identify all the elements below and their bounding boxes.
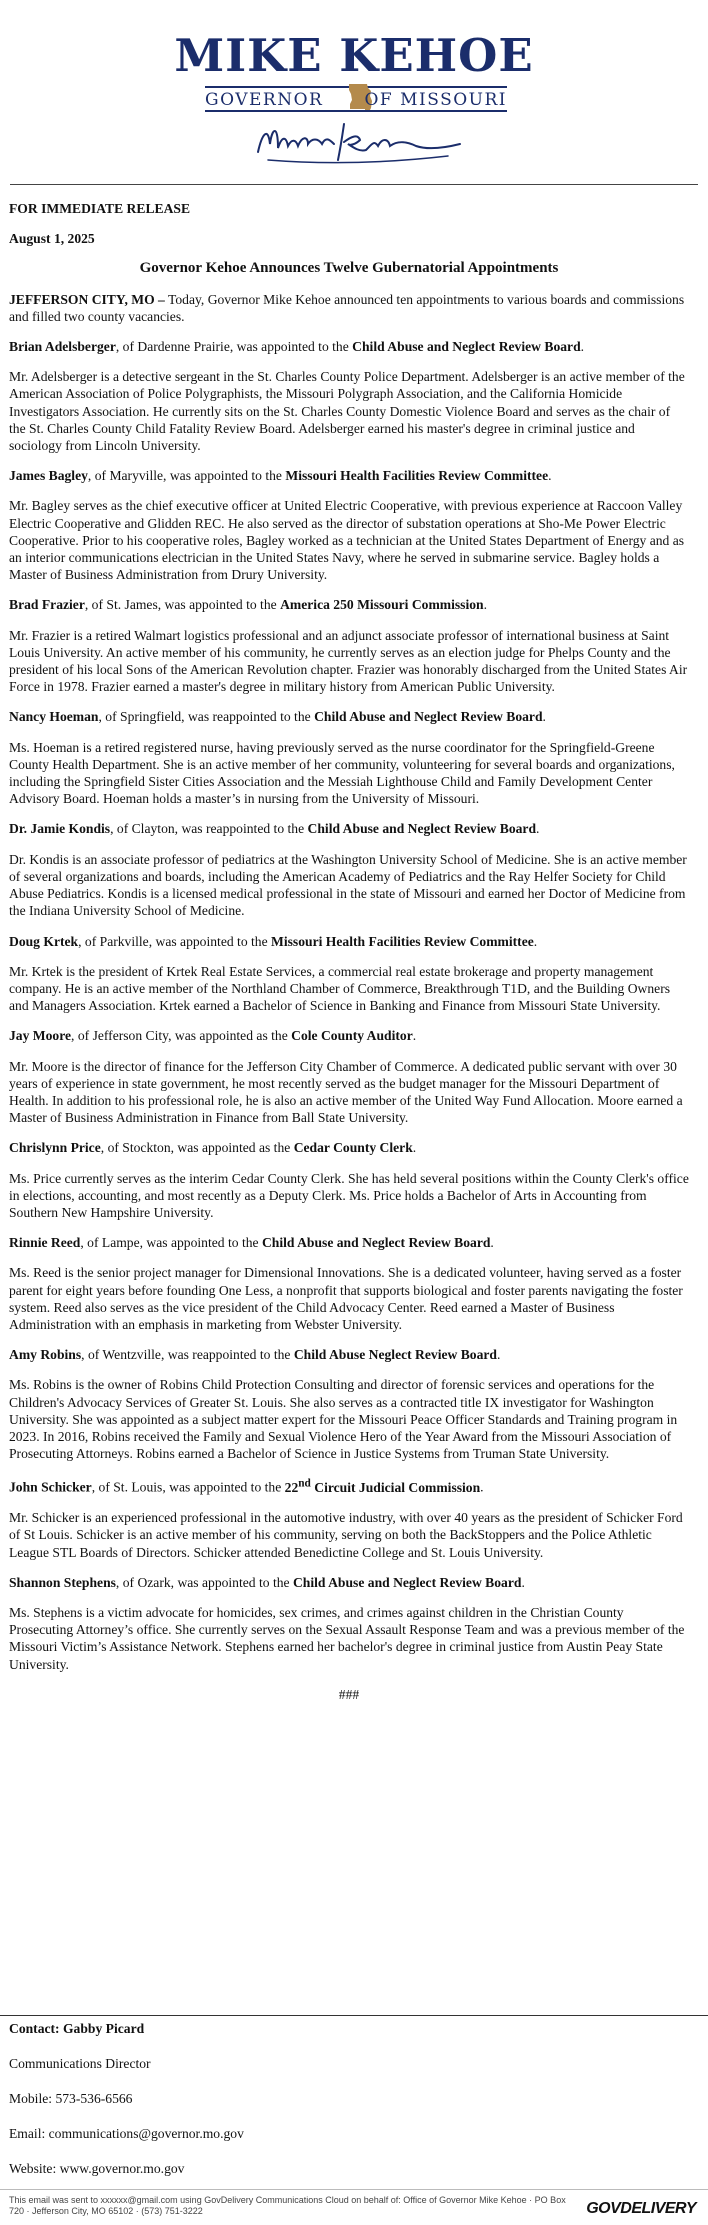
appointment-line (9, 338, 689, 355)
logo-sub-right: OF MISSOURI (364, 90, 507, 110)
govdelivery-logo[interactable]: GOVDELIVERY (586, 2200, 696, 2217)
appointment-text: , of Maryville, was appointed to the (87, 468, 286, 484)
appointment-end: . (480, 1479, 484, 1495)
contact-mobile: Mobile: 573-536-6566 (9, 2091, 133, 2106)
appointee-name: John Schicker (9, 1479, 92, 1495)
appointment-line (9, 1346, 689, 1363)
appointee-bio: Ms. Stephens is a victim advocate for homicides, sex crimes, and crimes against children in the Christian County Prosecuting Attorney’s office. She currently serves on the Sexual Assault Response Team and was a previous member of the Missouri Victim’s Assistance Network. Stephens earned her bachelor's degree in criminal justice from Austin Peay State University. (9, 1604, 685, 1672)
appointee-name: Brad Frazier (9, 597, 85, 613)
appointment-text: , of St. James, was appointed to the (84, 597, 281, 613)
board-ordinal: nd (298, 1477, 311, 1490)
appointment-text: , of Ozark, was appointed to the (115, 1574, 293, 1590)
appointee-bio: Mr. Adelsberger is a detective sergeant in the St. Charles County Police Department. Adelsberger is an active member of the American Association of Police Polygraphists, the Missouri Polygraph Association, and the California Homicide Investigators Association. He currently sits on the St. Charles County Domestic Violence Board and serves as the chair of the St. Charles County Child Fatality Review Board. Adelsberger earned his master's degree in criminal justice and sociology from Lincoln University. (9, 369, 685, 454)
appointment-text: , of Stockton, was appointed as the (100, 1140, 294, 1156)
board-name: Child Abuse and Neglect Review Board (261, 1235, 491, 1251)
appointment-text: , of Jefferson City, was appointed as the (71, 1028, 292, 1044)
appointee-bio: Mr. Moore is the director of finance for the Jefferson City Chamber of Commerce. A dedicated public servant with over 30 years of experience in state government, he most recently served as the budget manager for the Missouri Department of Health. In addition to his professional role, he is also an active member of the United Way Fund Allocation. Moore earned a Master of Business Administration in Finance from Ball State University. (9, 1058, 683, 1126)
end-marker: ### (338, 1686, 360, 1702)
board-name: Child Abuse Neglect Review Board (293, 1347, 497, 1363)
appointee-bio: Mr. Krtek is the president of Krtek Real Estate Services, a commercial real estate brokerage and property management company. He is an active member of the Northland Chamber of Commerce, Breakthrough T1D, and the Building Owners and Managers Association. Krtek earned a Bachelor of Science in Banking and Finance from Missouri State University. (9, 963, 671, 1014)
appointment-end: . (490, 1235, 494, 1251)
board-name: Cedar County Clerk (293, 1140, 413, 1156)
appointee-name: Chrislynn Price (9, 1140, 101, 1156)
appointment-line (9, 708, 689, 725)
signature-icon (248, 114, 468, 170)
press-release (9, 200, 689, 1716)
appointee-bio: Ms. Price currently serves as the interim Cedar County Clerk. She has held several positions within the County Clerk's office in elections, accounting, and most recently as a Deputy Clerk. Ms. Price holds a Bachelor of Arts in Accounting from Southern New Hampshire University. (9, 1170, 689, 1220)
board-number: 22 (284, 1479, 299, 1495)
appointment-line (9, 820, 689, 837)
board-name: Missouri Health Facilities Review Committee (271, 933, 534, 949)
contact-name: Contact: Gabby Picard (9, 2021, 145, 2036)
appointee-bio: Ms. Reed is the senior project manager for Dimensional Innovations. She is a dedicated volunteer, having served as a foster parent for eight years before founding One Less, a nonprofit that supports biological and foster parents navigating the foster system. Reed also serves as the vice president of the Child Advocacy Center. Reed earned a Master of Business Administration with an emphasis in marketing from Webster University. (9, 1265, 683, 1332)
appointee-bio: Ms. Hoeman is a retired registered nurse, having previously served as the nurse coordinator for the Springfield-Greene County Health Department. She is an active member of her community, volunteering for several boards and organizations, including the Springfield Sister Cities Association and the Messiah Lighthouse Child and Family Development Center Advisory Board. Hoeman holds a master’s in nursing from the University of Missouri. (9, 739, 675, 807)
dateline: JEFFERSON CITY, MO – (9, 291, 165, 307)
board-name: Child Abuse and Neglect Review Board (352, 339, 581, 355)
board-name (284, 1477, 484, 1495)
board-rest: Circuit Judicial Commission (310, 1479, 481, 1495)
governor-logo (0, 14, 708, 164)
appointment-text: , of Parkville, was appointed to the (78, 933, 272, 949)
appointee-bio: Dr. Kondis is an associate professor of pediatrics at the Washington University School of Medicine. She is an active member of several organizations and boards, including the American Academy of Pediatrics and the Ray Helfer Society for Child Abuse Pediatrics. Kondis is a licensed medical professional in the state of Missouri and earned her Doctor of Medicine from the Indiana University School of Medicine. (9, 851, 687, 919)
appointment-line (9, 933, 689, 950)
appointee-name: Nancy Hoeman (9, 709, 99, 725)
appointment-end: . (412, 1140, 417, 1156)
appointment-line (9, 1139, 689, 1156)
board-name: Cole County Auditor (291, 1028, 413, 1044)
release-intro (9, 291, 689, 325)
logo-bottom-line (205, 110, 507, 112)
appointee-name: Shannon Stephens (9, 1574, 116, 1590)
logo-name: MIKE KEHOE (174, 29, 534, 82)
appointment-line (9, 1475, 689, 1496)
appointment-end: . (483, 597, 487, 613)
appointee-bio: Mr. Schicker is an experienced professional in the automotive industry, with over 40 years as the president of Schicker Ford of St Louis. Schicker is an active member of his community, serving on both the BackStoppers and the Police Athletic League STL Boards of Directors. Schicker attended Benedictine College and St. Louis University. (9, 1510, 683, 1560)
appointment-text: , of St. Louis, was appointed to the (91, 1479, 285, 1495)
appointee-name: Dr. Jamie Kondis (9, 821, 111, 837)
appointment-end: . (412, 1028, 417, 1044)
footer-text: This email was sent to xxxxxx@gmail.com using GovDelivery Communications Cloud on behalf of: Office of Governor Mike Kehoe · PO Box 720 · Jefferson City, MO 65102 · (573) 751-3222 (9, 2195, 566, 2216)
appointee-name: Doug Krtek (9, 933, 79, 949)
contact-website[interactable]: Website: www.governor.mo.gov (9, 2161, 185, 2176)
appointment-text: , of Springfield, was reappointed to the (98, 709, 315, 725)
appointment-end: . (580, 339, 585, 355)
appointment-line (9, 1027, 689, 1044)
appointee-name: James Bagley (9, 468, 88, 484)
release-headline: Governor Kehoe Announces Twelve Gubernatorial Appointments (139, 260, 559, 277)
contact-title: Communications Director (9, 2056, 151, 2071)
appointment-end: . (548, 468, 552, 484)
release-date: August 1, 2025 (9, 231, 95, 247)
footer-divider (0, 2189, 708, 2190)
contact-block (9, 2021, 689, 2196)
appointee-bio: Mr. Bagley serves as the chief executive officer at United Electric Cooperative, with previous experience at Raccoon Valley Electric Cooperative and Glidden REC. He also served as the director of substation operations at Sho-Me Power Electric Cooperative. Prior to his cooperative roles, Bagley worked as a technician at the United States Department of Energy and as an interior communications electrician in the United States Navy, where he served in submarine service. Bagley holds a Master of Business Administration from Drury University. (9, 498, 685, 583)
appointment-end: . (521, 1574, 525, 1590)
appointment-end: . (536, 821, 540, 837)
appointment-text: , of Lampe, was appointed to the (80, 1235, 262, 1251)
appointee-bio: Mr. Frazier is a retired Walmart logistics professional and an adjunct associate professor of international business at Saint Louis University. An active member of his community, he currently serves as an election judge for Phelps County and the president of his local Sons of the American Revolution chapter. Frazier was honorably discharged from the United States Air Force in 1978. Frazier earned a master's degree in military history from American Public University. (9, 627, 688, 695)
appointment-end: . (497, 1347, 501, 1363)
logo-subtitle (205, 86, 507, 112)
appointment-line (9, 467, 689, 484)
contact-email[interactable]: Email: communications@governor.mo.gov (9, 2126, 244, 2141)
appointee-name: Jay Moore (9, 1028, 72, 1044)
appointment-text: , of Dardenne Prairie, was appointed to the (115, 339, 353, 355)
board-name: Missouri Health Facilities Review Committee (285, 468, 549, 484)
appointment-line (9, 1574, 689, 1591)
board-name: America 250 Missouri Commission (280, 597, 484, 613)
logo-sub-left: GOVERNOR (205, 90, 324, 110)
appointment-line (9, 1234, 689, 1251)
appointment-text: , of Wentzville, was reappointed to the (81, 1347, 294, 1363)
appointee-name: Amy Robins (9, 1347, 82, 1363)
board-name: Child Abuse and Neglect Review Board (307, 821, 537, 837)
appointee-name: Brian Adelsberger (9, 339, 116, 355)
board-name: Child Abuse and Neglect Review Board (314, 709, 543, 725)
appointee-bio: Ms. Robins is the owner of Robins Child Protection Consulting and director of forensic services and operations for the Children's Advocacy Services of Greater St. Louis. She also serves as a contracted title IX investigator for Washington University. She was appointed as a subject matter expert for the Missouri Peace Officer Standards and Training program in 2023. In 2016, Robins received the Family and Sexual Violence Hero of the Year Award from the Missouri Association of Prosecuting Attorneys. Robins earned a Bachelor of Science in Justice Systems from Truman State University. (9, 1377, 678, 1462)
release-label: FOR IMMEDIATE RELEASE (9, 201, 191, 216)
appointment-line (9, 596, 689, 613)
appointment-end: . (542, 709, 546, 725)
board-name: Child Abuse and Neglect Review Board (292, 1574, 522, 1590)
contact-divider (0, 2015, 708, 2016)
header-divider (10, 184, 698, 185)
intro-text: Today, Governor Mike Kehoe announced ten appointments to various boards and commissions and filled two county vacancies. (9, 291, 685, 324)
appointment-text: , of Clayton, was reappointed to the (110, 821, 308, 837)
appointment-end: . (533, 933, 538, 949)
appointee-name: Rinnie Reed (9, 1235, 81, 1251)
